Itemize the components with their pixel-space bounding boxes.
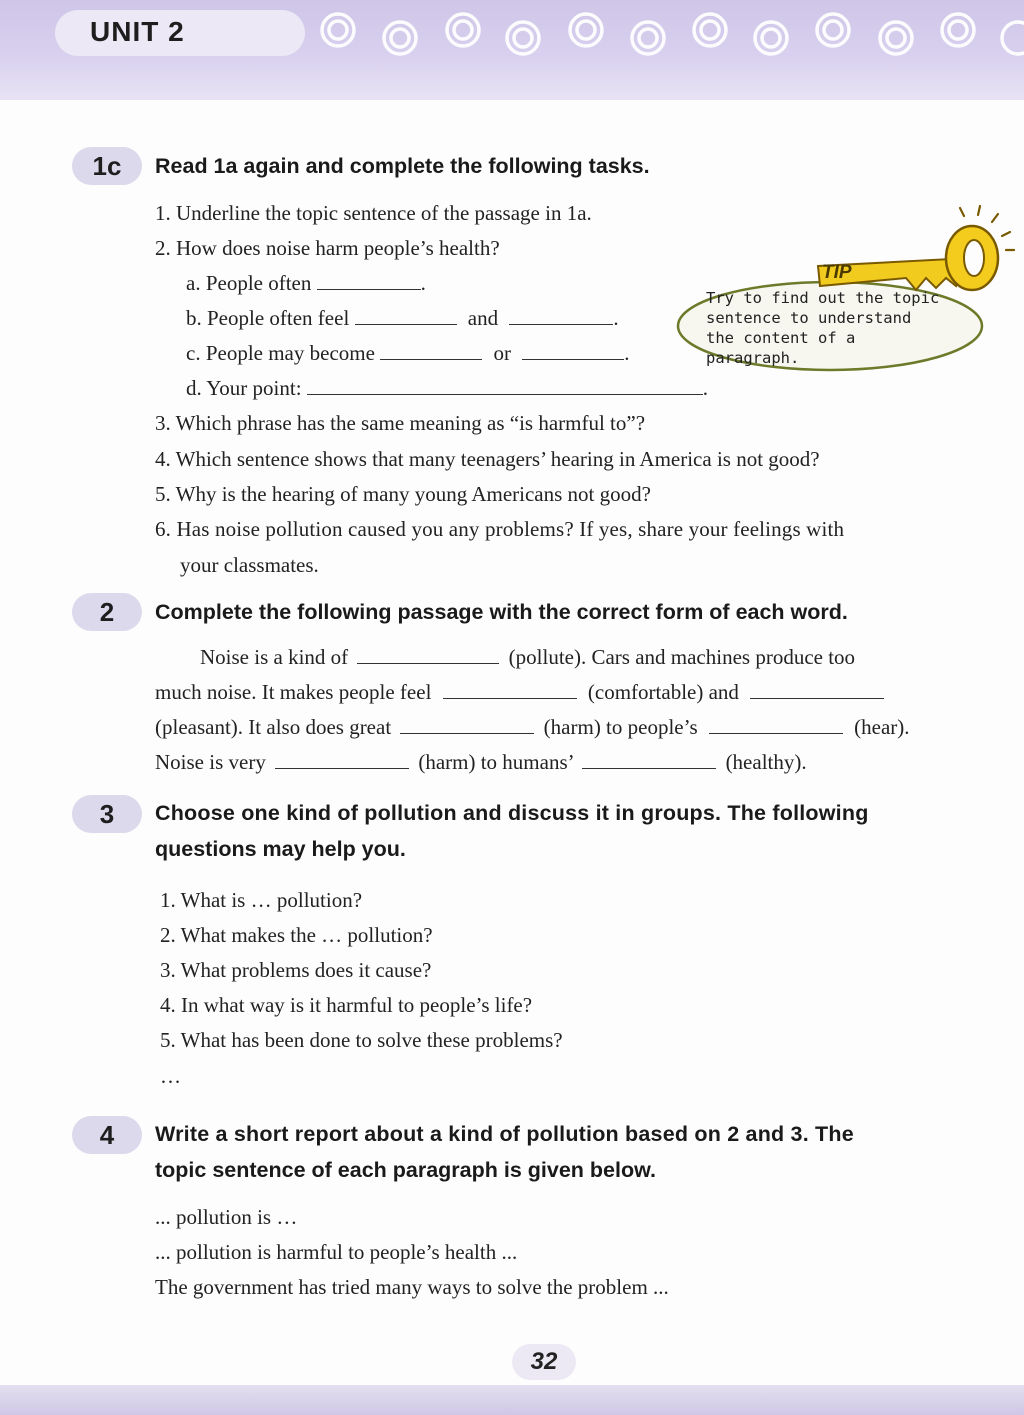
task-2: 2. How does noise harm people’s health?: [155, 236, 500, 260]
discussion-question: 5. What has been done to solve these problems?: [160, 1028, 563, 1052]
page-number: 32: [512, 1344, 576, 1380]
answer-blank[interactable]: [522, 341, 624, 360]
section-3-heading: Choose one kind of pollution and discuss it in groups. The following: [155, 801, 869, 825]
passage-text: Noise is a kind of: [200, 645, 349, 669]
answer-blank[interactable]: [400, 715, 534, 734]
answer-blank[interactable]: [509, 306, 613, 325]
section-2-heading: Complete the following passage with the correct form of each word.: [155, 600, 848, 624]
answer-blank[interactable]: [443, 680, 577, 699]
task-2a-label: a. People often: [186, 271, 312, 295]
task-2c-label: c. People may become: [186, 341, 375, 365]
tip-text-line: the content of a paragraph.: [706, 329, 856, 367]
passage-text: (comfortable) and: [587, 680, 739, 704]
answer-blank[interactable]: [355, 306, 457, 325]
topic-sentence: ... pollution is …: [155, 1205, 298, 1229]
answer-blank[interactable]: [582, 750, 716, 769]
passage-text: (harm) to people’s: [543, 715, 698, 739]
passage-text: (hear).: [854, 715, 910, 739]
tip-text-line: Try to find out the topic: [706, 289, 940, 307]
footer-band: [0, 1385, 1024, 1415]
task-2a: a. People often .: [186, 271, 426, 295]
task-2c: c. People may become or .: [186, 341, 630, 365]
section-3-heading-continued: questions may help you.: [155, 837, 406, 861]
passage-line-2: [155, 678, 884, 706]
section-badge-3: 3: [72, 795, 142, 833]
unit-title: UNIT 2: [90, 16, 185, 47]
topic-sentence: The government has tried many ways to solve the problem ...: [155, 1275, 669, 1299]
tip-text: [706, 288, 956, 368]
task-4: 4. Which sentence shows that many teenagers’ hearing in America is not good?: [155, 447, 820, 471]
section-badge-4: 4: [72, 1116, 142, 1154]
task-2b: b. People often feel and .: [186, 306, 619, 330]
passage-text: (pollute). Cars and machines produce too: [508, 645, 856, 669]
task-2d: d. Your point: .: [186, 376, 709, 400]
answer-blank[interactable]: [750, 680, 884, 699]
answer-blank[interactable]: [317, 271, 421, 290]
discussion-question: 1. What is … pollution?: [160, 888, 363, 912]
task-6: 6. Has noise pollution caused you any problems? If yes, share your feelings with: [155, 517, 845, 541]
task-2b-and: and: [467, 306, 499, 330]
passage-text: (harm) to humans’: [418, 750, 574, 774]
discussion-ellipsis: …: [160, 1064, 181, 1088]
answer-blank[interactable]: [307, 376, 703, 395]
answer-blank[interactable]: [275, 750, 409, 769]
passage-line-1: [200, 643, 855, 671]
section-badge-2: 2: [72, 593, 142, 631]
task-2c-or: or: [493, 341, 511, 365]
passage-line-4: [155, 748, 807, 776]
section-4-heading-continued: topic sentence of each paragraph is given below.: [155, 1158, 656, 1182]
answer-blank[interactable]: [380, 341, 482, 360]
answer-blank[interactable]: [357, 645, 499, 664]
task-1: 1. Underline the topic sentence of the passage in 1a.: [155, 201, 592, 225]
discussion-question: 2. What makes the … pollution?: [160, 923, 433, 947]
discussion-question: 3. What problems does it cause?: [160, 958, 432, 982]
task-3: 3. Which phrase has the same meaning as “is harmful to”?: [155, 411, 646, 435]
tip-label: TIP: [822, 262, 852, 283]
passage-text: much noise. It makes people feel: [155, 680, 432, 704]
task-5: 5. Why is the hearing of many young Americans not good?: [155, 482, 651, 506]
tip-text-line: sentence to understand: [706, 309, 912, 327]
discussion-question: 4. In what way is it harmful to people’s life?: [160, 993, 533, 1017]
task-2b-label: b. People often feel: [186, 306, 350, 330]
section-4-heading: Write a short report about a kind of pollution based on 2 and 3. The: [155, 1122, 854, 1146]
section-badge-1c: 1c: [72, 147, 142, 185]
task-6-continued: your classmates.: [180, 553, 319, 577]
passage-text: (pleasant). It also does great: [155, 715, 392, 739]
decorative-circles: [318, 8, 1024, 58]
task-2d-label: d. Your point:: [186, 376, 302, 400]
topic-sentence: ... pollution is harmful to people’s health ...: [155, 1240, 518, 1264]
answer-blank[interactable]: [709, 715, 843, 734]
passage-text: Noise is very: [155, 750, 266, 774]
passage-line-3: [155, 713, 910, 741]
passage-text: (healthy).: [725, 750, 807, 774]
section-1c-heading: Read 1a again and complete the following tasks.: [155, 154, 650, 178]
